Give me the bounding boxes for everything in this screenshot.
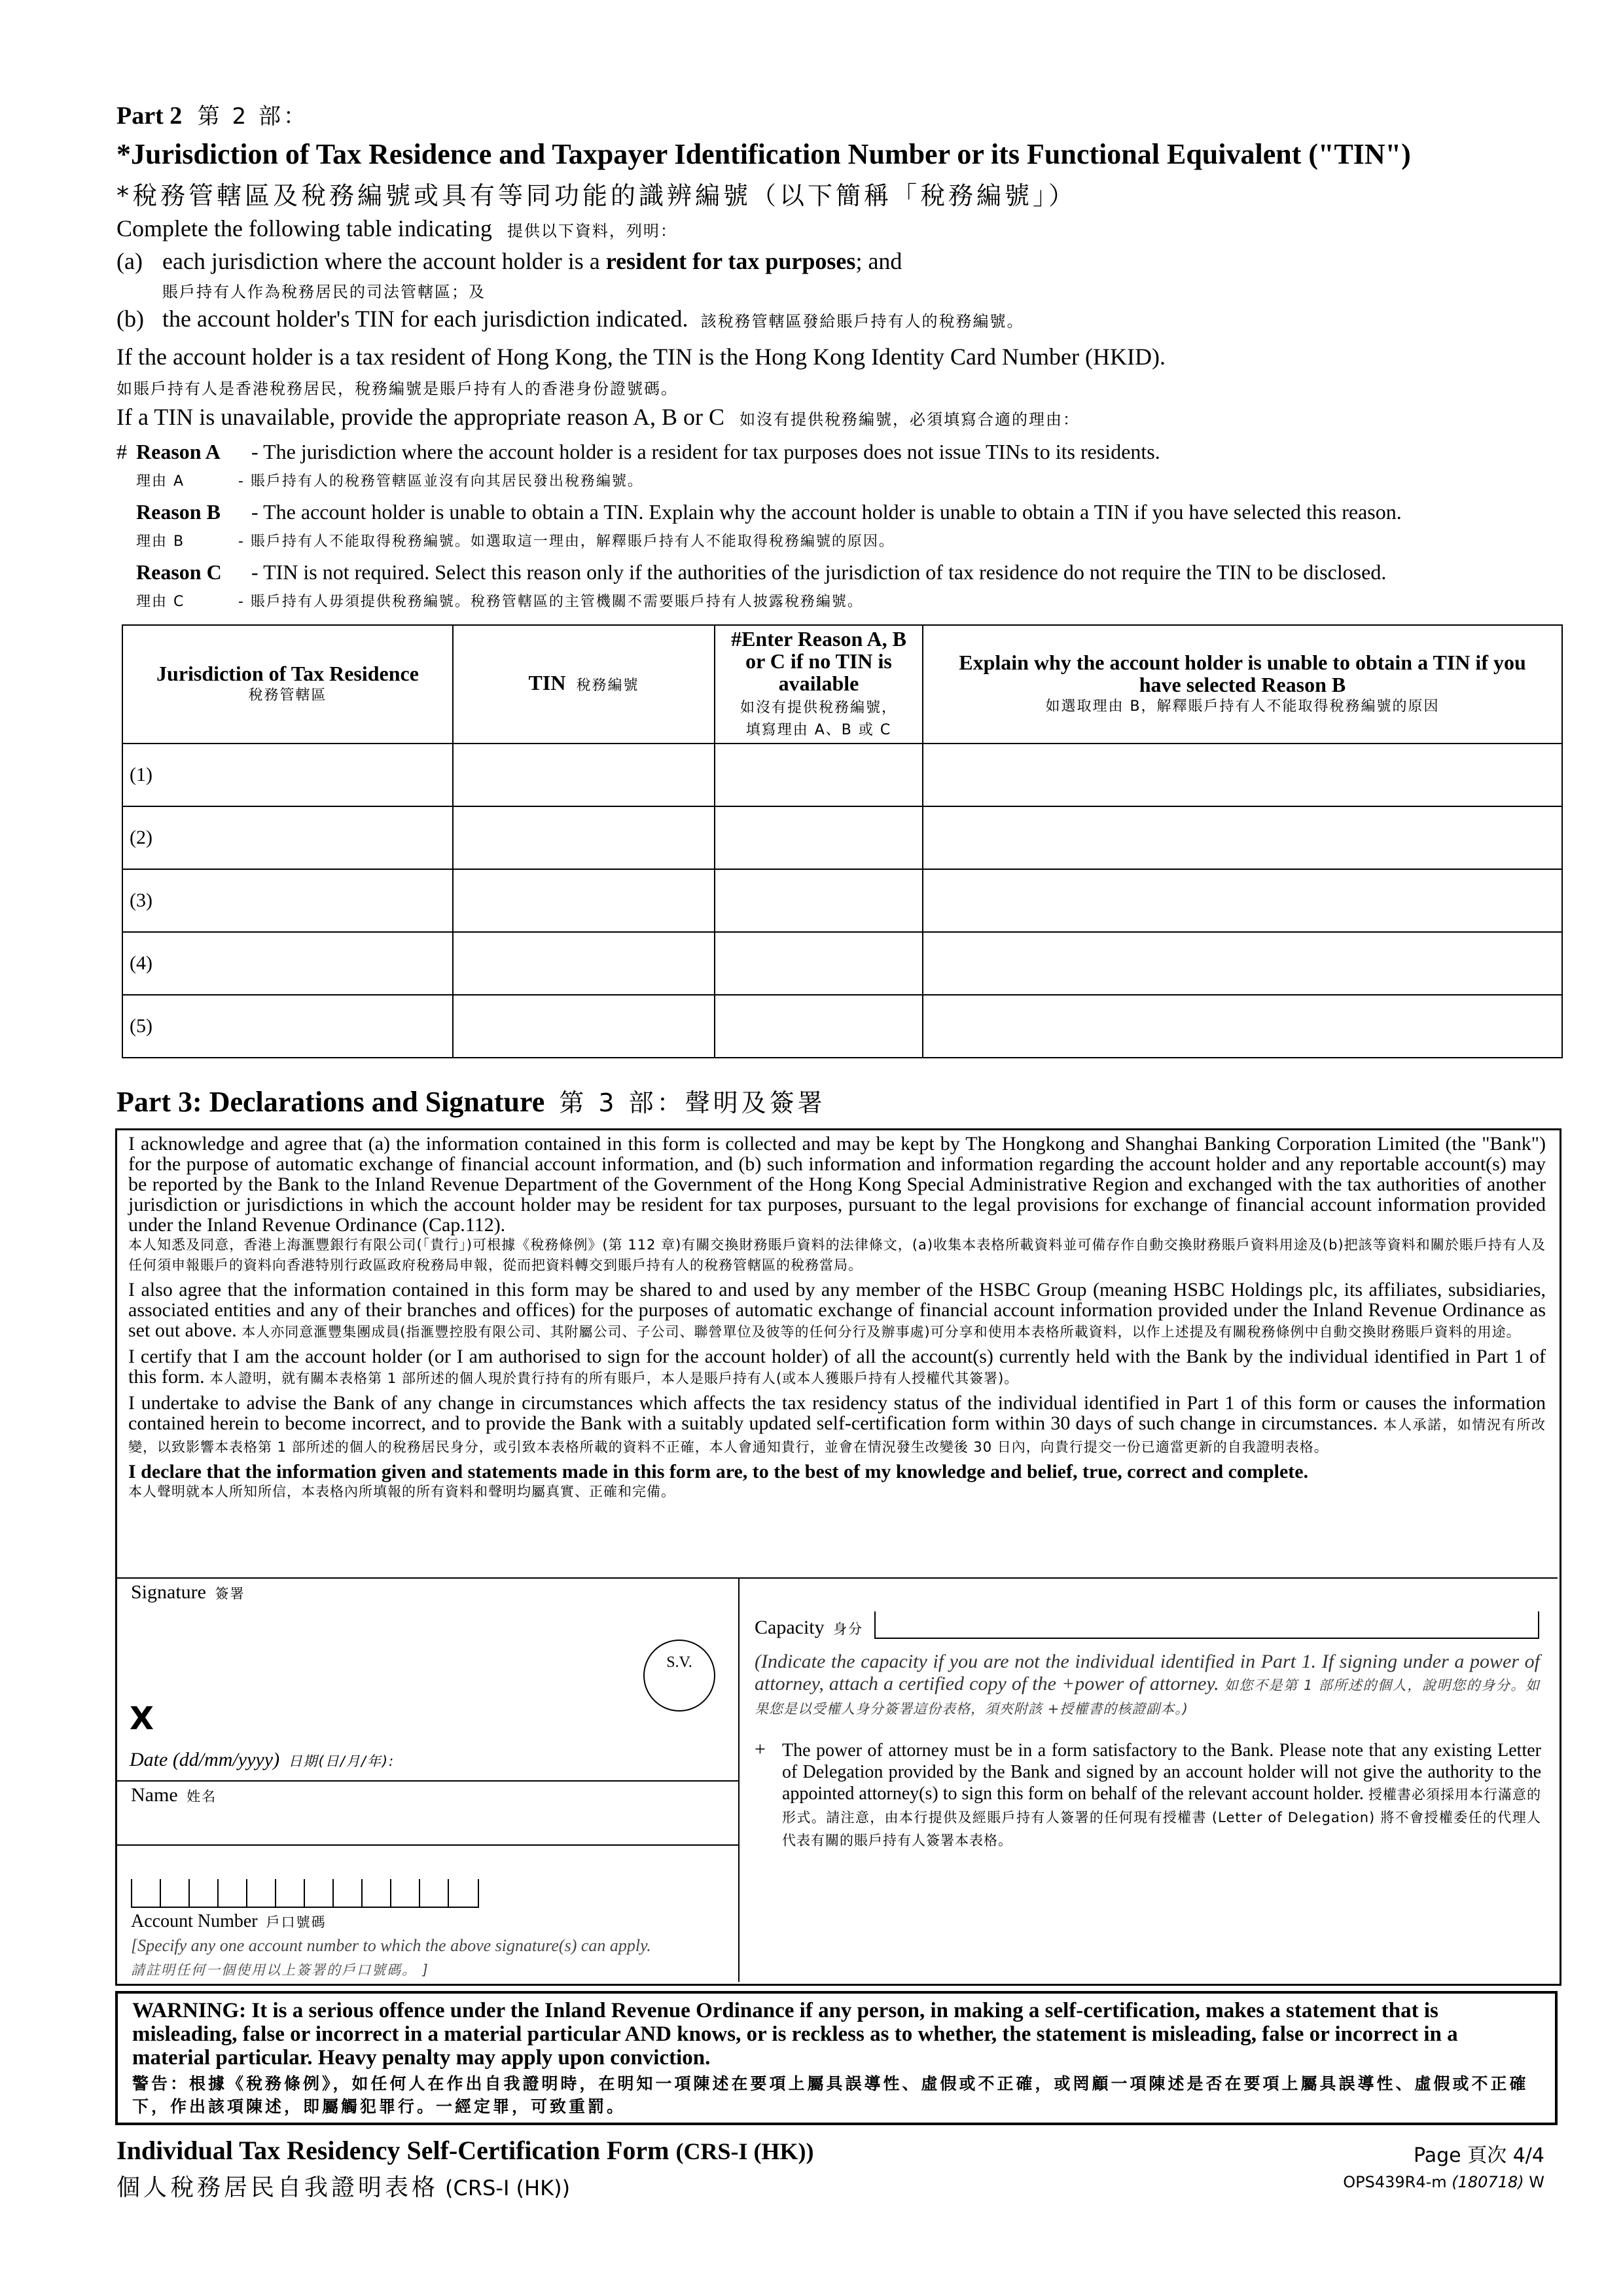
form-code-suffix: W bbox=[1529, 2173, 1544, 2191]
explain-cell[interactable] bbox=[923, 744, 1562, 806]
item-a-cjk: 賬戶持有人作為稅務居民的司法管轄區；及 bbox=[162, 283, 486, 301]
decl-para-3 bbox=[128, 1346, 1546, 1389]
signature-section-divider bbox=[738, 1577, 740, 1982]
row-label-2: (2) bbox=[122, 806, 453, 869]
decl-para-3-cjk: 本人證明，就有關本表格第 1 部所述的個人現於貴行持有的所有賬戶，本人是賬戶持有人(或本人獲賬戶持有人授權代其簽署)。 bbox=[209, 1371, 1019, 1386]
tin-cell[interactable] bbox=[453, 932, 715, 995]
item-a-text-pre: each jurisdiction where the account holder is a bbox=[162, 248, 606, 274]
footer-title-en: Individual Tax Residency Self-Certification Form bbox=[116, 2136, 669, 2165]
page-number: Page 頁次 4/4 bbox=[1414, 2144, 1544, 2167]
tax-residence-table bbox=[122, 624, 1563, 1058]
reason-cell[interactable] bbox=[715, 806, 923, 869]
tin-unavailable-note bbox=[116, 403, 1080, 431]
col-explain-header bbox=[923, 625, 1562, 744]
warning-box bbox=[115, 1991, 1558, 2125]
item-b-marker: (b) bbox=[116, 306, 144, 332]
reason-b-label: Reason B bbox=[136, 500, 221, 524]
reason-b-text: - The account holder is unable to obtain a TIN. Explain why the account holder is unable to obtain a TIN if you have selected this reason. bbox=[251, 500, 1402, 524]
reason-a-cjk bbox=[136, 470, 643, 490]
account-note-en: [Specify any one account number to which the above signature(s) can apply. bbox=[131, 1936, 651, 1955]
account-digit-box[interactable] bbox=[390, 1879, 420, 1908]
item-a-marker: (a) bbox=[116, 248, 143, 274]
decl-para-2 bbox=[128, 1280, 1546, 1342]
reason-c bbox=[136, 560, 1386, 584]
part3-heading-en: Part 3: Declarations and Signature bbox=[116, 1086, 545, 1118]
account-digit-box[interactable] bbox=[160, 1879, 190, 1908]
capacity-label-en: Capacity bbox=[755, 1617, 825, 1638]
part2-title: *Jurisdiction of Tax Residence and Taxpayer Identification Number or its Functional Equivalent ("TIN") bbox=[116, 138, 1411, 170]
reason-a-label-cjk: 理由 A bbox=[136, 473, 185, 490]
table-row bbox=[122, 744, 1562, 806]
capacity-input[interactable] bbox=[874, 1611, 1539, 1639]
signature-x-mark: X bbox=[130, 1700, 154, 1737]
decl-para-1: I acknowledge and agree that (a) the information contained in this form is collected and may be kept by The Hongkong and Shanghai Banking Corporation Limited (the "Bank") for the purpose of automatic exchange of financial account information, and (b) such information and information regarding the account holder and any reportable account(s) may be reported by the Bank to the Inland Revenue Department of the Government of the Hong Kong Special Administrative Region and exchanged with the tax authorities of another jurisdiction or jurisdictions in which the account holder may be resident for tax purposes, pursuant to the legal provisions for exchange of financial account information provided under the Inland Revenue Ordinance (Cap.112). bbox=[128, 1133, 1546, 1236]
reason-a-text: - The jurisdiction where the account holder is a resident for tax purposes does not issue TINs to its residents. bbox=[251, 440, 1160, 463]
hk-resident-note: If the account holder is a tax resident of Hong Kong, the TIN is the Hong Kong Identity Card Number (HKID). bbox=[116, 344, 1166, 370]
col-explain-cjk: 如選取理由 B，解釋賬戶持有人不能取得稅務編號的原因 bbox=[1045, 698, 1440, 715]
part2-heading-en: Part 2 bbox=[116, 102, 183, 130]
account-digit-box[interactable] bbox=[448, 1879, 479, 1908]
decl-para-2-en: I also agree that the information contained in this form may be shared to and used by any member of the HSBC Group (meaning HSBC Holdings plc, its affiliates, subsidiaries, associated entities and any of their branches and offices) for the purposes of automatic exchange of financial account information provided under the Inland Revenue Ordinance as set out above. bbox=[128, 1279, 1546, 1341]
account-label-cjk: 戶口號碼 bbox=[266, 1914, 327, 1930]
capacity-label-cjk: 身分 bbox=[833, 1621, 864, 1637]
reason-b-text-cjk: - 賬戶持有人不能取得稅務編號。如選取這一理由，解釋賬戶持有人不能取得稅務編號的原因。 bbox=[238, 533, 895, 550]
table-row bbox=[122, 995, 1562, 1058]
form-code-date: (180718) bbox=[1452, 2173, 1524, 2191]
signature-label-en: Signature bbox=[131, 1581, 206, 1603]
name-bottom-line bbox=[117, 1844, 739, 1846]
explain-cell[interactable] bbox=[923, 932, 1562, 995]
decl-para-3-en: I certify that I am the account holder (or I am authorised to sign for the account holder) of all the account(s) currently held with the Bank by the individual identified in Part 1 of this form. bbox=[128, 1346, 1546, 1388]
part2-item-b bbox=[116, 305, 144, 332]
part2-intro-en: Complete the following table indicating bbox=[116, 215, 492, 242]
capacity-note-en: (Indicate the capacity if you are not the individual identified in Part 1. If signing under a power of attorney, attach a certified copy of the +power of attorney. bbox=[755, 1651, 1540, 1695]
tin-cell[interactable] bbox=[453, 744, 715, 806]
reason-c-cjk bbox=[136, 590, 863, 611]
col-reason-cjk-2: 填寫理由 A、B 或 C bbox=[745, 721, 892, 738]
poa-note bbox=[782, 1740, 1541, 1852]
tin-unavailable-cjk: 如沒有提供稅務編號，必須填寫合適的理由： bbox=[740, 410, 1080, 429]
tin-unavailable-en: If a TIN is unavailable, provide the appropriate reason A, B or C bbox=[116, 404, 725, 430]
reason-a-label: Reason A bbox=[136, 440, 221, 463]
warning-text-en: WARNING: It is a serious offence under the Inland Revenue Ordinance if any person, in making a self-certification, makes a statement that is misleading, false or incorrect in a material particular AND knows, or is reckless as to whether, the statement is misleading, false or incorrect in a material particular. Heavy penalty may apply upon conviction. bbox=[132, 1999, 1458, 2070]
name-top-line bbox=[117, 1780, 739, 1782]
reason-cell[interactable] bbox=[715, 932, 923, 995]
part3-heading bbox=[116, 1083, 826, 1119]
col-tin-en: TIN bbox=[528, 671, 566, 694]
account-digit-box[interactable] bbox=[332, 1879, 363, 1908]
part2-heading-cjk: 第 2 部： bbox=[197, 103, 308, 130]
footer-title bbox=[116, 2135, 813, 2166]
signature-label-cjk: 簽署 bbox=[215, 1586, 245, 1602]
reason-c-text-cjk: - 賬戶持有人毋須提供稅務編號。稅務管轄區的主管機關不需要賬戶持有人披露稅務編號。 bbox=[238, 594, 863, 610]
account-digit-box[interactable] bbox=[361, 1879, 391, 1908]
signature-field[interactable] bbox=[128, 1693, 737, 1748]
account-digit-box[interactable] bbox=[419, 1879, 449, 1908]
reason-b-cjk bbox=[136, 530, 895, 550]
reason-hash: # bbox=[116, 440, 127, 463]
table-row bbox=[122, 932, 1562, 995]
col-tin-cjk: 稅務編號 bbox=[576, 677, 639, 694]
account-label-en: Account Number bbox=[131, 1911, 258, 1931]
row-label-1: (1) bbox=[122, 744, 453, 806]
account-digit-box[interactable] bbox=[131, 1879, 161, 1908]
col-tin-header bbox=[453, 625, 715, 744]
reason-cell[interactable] bbox=[715, 995, 923, 1058]
item-a-text-post: ; and bbox=[855, 248, 902, 274]
account-number-label bbox=[131, 1911, 327, 1932]
row-label-4: (4) bbox=[122, 932, 453, 995]
footer-title-cjk: 個人稅務居民自我證明表格 bbox=[116, 2174, 439, 2201]
item-a-text-bold: resident for tax purposes bbox=[605, 248, 856, 274]
item-b-text-en: the account holder's TIN for each jurisdiction indicated. bbox=[162, 306, 688, 332]
reason-c-text: - TIN is not required. Select this reason only if the authorities of the jurisdiction of tax residence do not require the TIN to be disclosed. bbox=[251, 560, 1387, 584]
signature-section-top-line bbox=[117, 1577, 1558, 1579]
item-b-text-cjk: 該稅務管轄區發給賬戶持有人的稅務編號。 bbox=[700, 312, 1024, 331]
reason-cell[interactable] bbox=[715, 744, 923, 806]
reason-cell[interactable] bbox=[715, 869, 923, 932]
sv-label: S.V. bbox=[666, 1654, 692, 1671]
part2-item-b-text bbox=[162, 305, 1024, 332]
hk-resident-note-cjk: 如賬戶持有人是香港稅務居民，稅務編號是賬戶持有人的香港身份證號碼。 bbox=[116, 380, 678, 398]
decl-para-4-cjk: 本人承諾，如情況有所改變，以致影響本表格第 1 部所述的個人的稅務居民身分，或引致本表格所載的資料不正確，本人會通知貴行，並會在情況發生改變後 30 日內，向貴行提交一份已適當更新的自我證明表格。 bbox=[128, 1417, 1546, 1455]
row-label-3: (3) bbox=[122, 869, 453, 932]
name-label: Name bbox=[131, 1784, 178, 1806]
part2-intro-cjk: 提供以下資料，列明： bbox=[507, 222, 677, 240]
account-digit-box[interactable] bbox=[188, 1879, 219, 1908]
account-digit-box[interactable] bbox=[304, 1879, 334, 1908]
account-note-cjk: 請註明任何一個使用以上簽署的戶口號碼。 ] bbox=[131, 1962, 429, 1978]
reason-c-label: Reason C bbox=[136, 560, 222, 584]
tin-cell[interactable] bbox=[453, 806, 715, 869]
footer-title-code: (CRS-I (HK)) bbox=[675, 2138, 814, 2164]
decl-para-2-cjk: 本人亦同意滙豐集團成員(指滙豐控股有限公司、其附屬公司、子公司、聯營單位及彼等的任何分行及辦事處)可分享和使用本表格所載資料，以作上述提及有關稅務條例中自動交換財務賬戶資料的用途。 bbox=[241, 1324, 1521, 1340]
capacity-note-cjk: 如您不是第 1 部所述的個人，說明您的身分。如果您是以受權人身分簽署這份表格，須夾附該 +授權書的核證副本。) bbox=[755, 1677, 1540, 1717]
decl-para-1-cjk: 本人知悉及同意，香港上海滙豐銀行有限公司(「貴行」)可根據《稅務條例》(第 112 章)有關交換財務賬戶資料的法律條文，(a)收集本表格所載資料並可備存作自動交換財務賬戶資料用途及(b)把該等資料和關於賬戶持有人及任何須申報賬戶的資料向香港特別行政區政府稅務局申報，從而把資料轉交到賬戶持有人的稅務管轄區的稅務當局。 bbox=[128, 1237, 1546, 1273]
reason-a bbox=[136, 440, 1160, 464]
reason-b-label-cjk: 理由 B bbox=[136, 533, 185, 550]
decl-para-5: I declare that the information given and statements made in this form are, to the best of my knowledge and belief, true, correct and complete. bbox=[128, 1461, 1309, 1482]
col-jurisdiction-header bbox=[122, 625, 453, 744]
col-reason-cjk-1: 如沒有提供稅務編號， bbox=[740, 699, 897, 716]
signature-label bbox=[131, 1581, 245, 1604]
date-label: Date (dd/mm/yyyy) bbox=[130, 1749, 280, 1770]
date-label-cjk: 日期(日/月/年): bbox=[288, 1753, 395, 1769]
col-reason-header bbox=[715, 625, 923, 744]
capacity-label bbox=[755, 1617, 863, 1639]
row-label-5: (5) bbox=[122, 995, 453, 1058]
name-field[interactable] bbox=[131, 1784, 217, 1806]
part2-item-a bbox=[116, 247, 143, 275]
poa-note-en: The power of attorney must be in a form satisfactory to the Bank. Please note that any existing Letter of Delegation provided by the Bank and signed by an account holder will not give the authority to the appointed attorney(s) to sign this form on behalf of the relevant account holder. bbox=[782, 1740, 1541, 1804]
name-label-cjk: 姓名 bbox=[187, 1789, 217, 1804]
date-field[interactable] bbox=[130, 1749, 395, 1771]
table-row bbox=[122, 869, 1562, 932]
warning-text-cjk: 警告：根據《稅務條例》，如任何人在作出自我證明時，在明知一項陳述在要項上屬具誤導性、虛假或不正確，或罔顧一項陳述是否在要項上屬具誤導性、虛假或不正確下，作出該項陳述，即屬觸犯罪行。一經定罪，可致重罰。 bbox=[132, 2074, 1529, 2116]
declarations-text bbox=[128, 1134, 1546, 1502]
explain-cell[interactable] bbox=[923, 806, 1562, 869]
poa-note-cjk: 授權書必須採用本行滿意的形式。請注意，由本行提供及經賬戶持有人簽署的任何現有授權書 (Letter of Delegation) 將不會授權委任的代理人代表有關的賬戶持有人簽署本表格。 bbox=[782, 1787, 1542, 1848]
decl-para-4-en: I undertake to advise the Bank of any change in circumstances which affects the tax residency status of the individual identified in Part 1 of this form or causes the information contained herein to become incorrect, and to provide the Bank with a suitably updated self-certification form within 30 days of such change in circumstances. bbox=[128, 1392, 1546, 1434]
col-jurisdiction-cjk: 稅務管轄區 bbox=[248, 687, 327, 704]
tin-cell[interactable] bbox=[453, 995, 715, 1058]
explain-cell[interactable] bbox=[923, 995, 1562, 1058]
part2-heading bbox=[116, 98, 308, 130]
decl-para-4 bbox=[128, 1393, 1546, 1458]
form-code-id: OPS439R4-m bbox=[1343, 2173, 1447, 2191]
reason-a-text-cjk: - 賬戶持有人的稅務管轄區並沒有向其居民發出稅務編號。 bbox=[238, 473, 643, 490]
col-explain-en: Explain why the account holder is unable to obtain a TIN if you have selected Reason B bbox=[959, 650, 1526, 696]
explain-cell[interactable] bbox=[923, 869, 1562, 932]
reason-c-label-cjk: 理由 C bbox=[136, 594, 185, 610]
reason-b bbox=[136, 500, 1402, 524]
table-row bbox=[122, 806, 1562, 869]
col-reason-en: #Enter Reason A, B or C if no TIN is available bbox=[731, 626, 906, 695]
footer-title-cjk-code: (CRS-I (HK)) bbox=[445, 2176, 571, 2200]
capacity-note bbox=[755, 1651, 1540, 1720]
account-digit-box[interactable] bbox=[246, 1879, 276, 1908]
part2-item-a-text bbox=[162, 247, 902, 275]
footer-title-cjk-line bbox=[116, 2169, 570, 2202]
tin-cell[interactable] bbox=[453, 869, 715, 932]
account-digit-box[interactable] bbox=[217, 1879, 247, 1908]
part2-title-cjk: *稅務管轄區及稅務編號或具有等同功能的識辨編號（以下簡稱「稅務編號」） bbox=[116, 181, 1077, 210]
part3-heading-cjk: 第 3 部：聲明及簽署 bbox=[559, 1088, 826, 1117]
account-digit-box[interactable] bbox=[275, 1879, 305, 1908]
col-jurisdiction-en: Jurisdiction of Tax Residence bbox=[156, 661, 419, 685]
form-code bbox=[1343, 2173, 1544, 2191]
part2-intro bbox=[116, 215, 677, 242]
table-header-row bbox=[122, 625, 1562, 744]
poa-plus: + bbox=[755, 1738, 766, 1760]
decl-para-5-cjk: 本人聲明就本人所知所信，本表格內所填報的所有資料和聲明均屬真實、正確和完備。 bbox=[128, 1484, 675, 1499]
